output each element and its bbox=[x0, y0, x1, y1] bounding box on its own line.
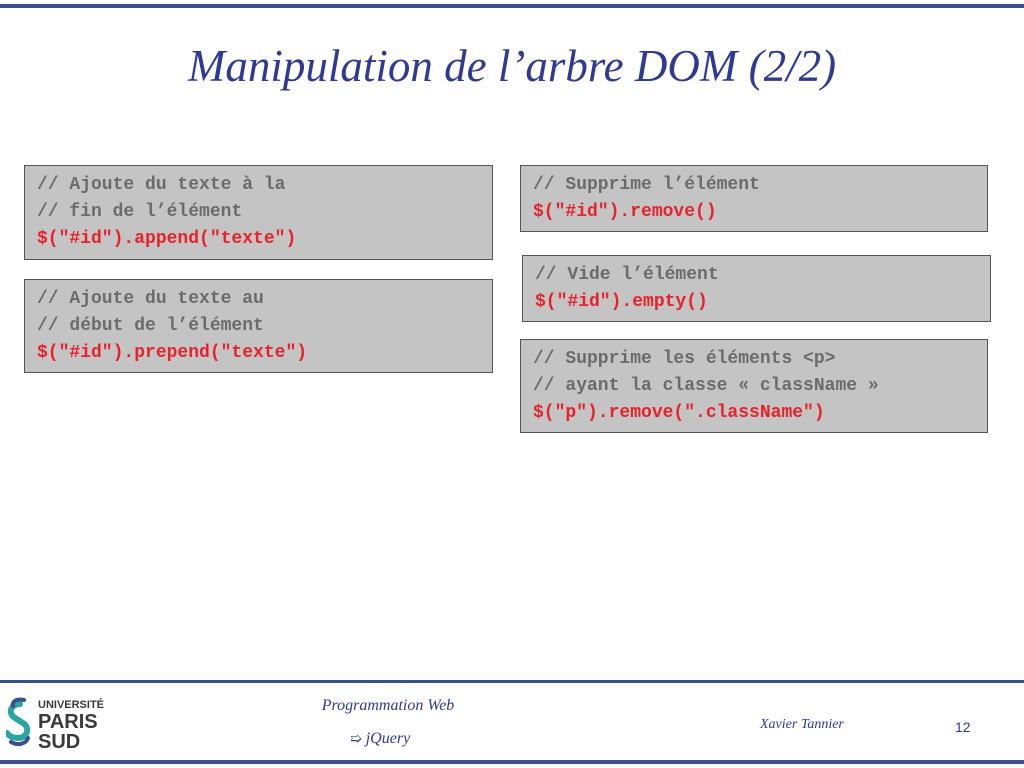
footer-topic-label: jQuery bbox=[365, 730, 411, 747]
code-comment: // Supprime l’élément bbox=[533, 175, 760, 195]
page-number: 12 bbox=[955, 719, 971, 735]
footer-author: Xavier Tannier bbox=[760, 717, 844, 732]
footer-topic bbox=[350, 730, 470, 748]
logo-sud-text: SUD bbox=[38, 731, 81, 752]
code-line: $("p").remove(".className") bbox=[533, 403, 825, 423]
code-comment: // Ajoute du texte au bbox=[37, 289, 264, 309]
code-comment: // début de l’élément bbox=[37, 316, 264, 336]
code-line: $("#id").append("texte") bbox=[37, 229, 297, 249]
slide-title: Manipulation de l’arbre DOM (2/2) bbox=[187, 41, 837, 91]
logo-paris-text: PARIS bbox=[38, 711, 98, 733]
arrow-icon: ➯ bbox=[350, 731, 362, 747]
footer-rule-bottom bbox=[0, 760, 1024, 764]
code-box-prepend bbox=[24, 279, 493, 373]
code-comment: // Vide l’élément bbox=[535, 265, 719, 285]
code-box-remove bbox=[520, 165, 988, 232]
footer-rule-top bbox=[0, 680, 1024, 683]
paris-sud-logo-icon bbox=[6, 694, 116, 752]
logo-university-text: UNIVERSITÉ bbox=[38, 699, 105, 711]
footer-course-name: Programmation Web bbox=[321, 697, 455, 714]
code-line: $("#id").empty() bbox=[535, 292, 708, 312]
code-box-remove-class bbox=[520, 339, 988, 433]
code-comment: // Ajoute du texte à la bbox=[37, 175, 286, 195]
code-comment: // Supprime les éléments <p> bbox=[533, 349, 836, 369]
top-rule bbox=[0, 4, 1024, 8]
code-box-append bbox=[24, 165, 493, 260]
code-comment: // ayant la classe « className » bbox=[533, 376, 879, 396]
code-line: $("#id").remove() bbox=[533, 202, 717, 222]
code-box-empty bbox=[522, 255, 991, 322]
code-line: $("#id").prepend("texte") bbox=[37, 343, 308, 363]
code-comment: // fin de l’élément bbox=[37, 202, 243, 222]
